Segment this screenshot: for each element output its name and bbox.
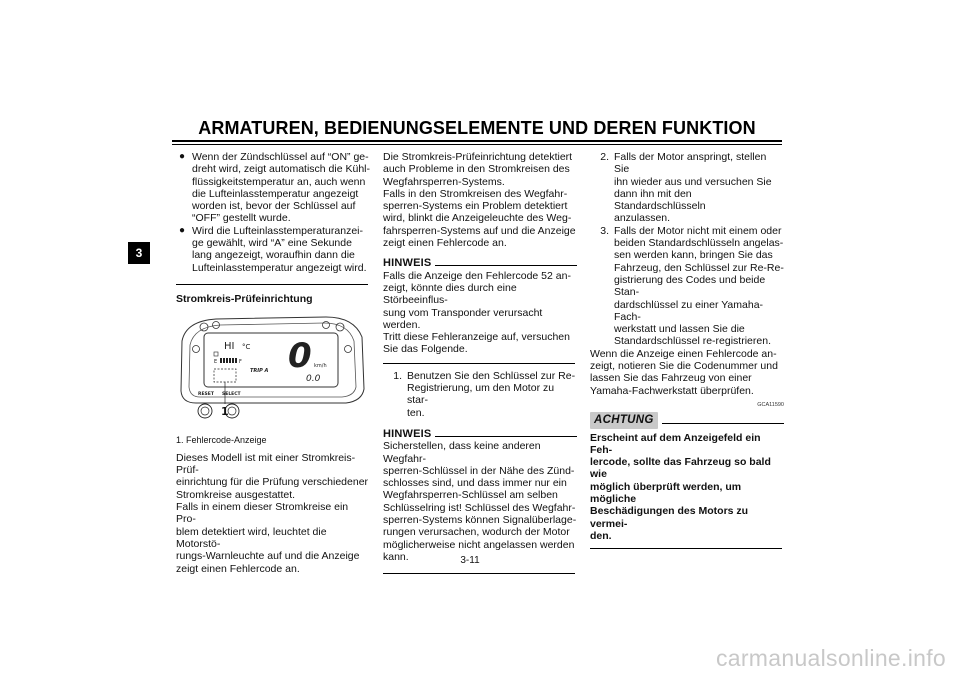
hinweis-text: Falls die Anzeige den Fehlercode 52 an- zeigt, könnte dies durch eine Störbeeinflus- sung vom Transponder verursacht werden. Tritt diese Fehleranzeige auf, versuchen Sie das Folgende.	[383, 269, 571, 356]
numbered-step: 3. Falls der Motor nicht mit einem oder beiden Standardschlüsseln angelas- sen werden kann, bringen Sie das Fahrzeug, den Schlüssel zur Re-Re- gistrierung des Codes und beide Stan- dardschlüssel zu einer Yamaha-Fach- werkstatt und lassen Sie die Standardschlüssel re-registrieren.	[600, 224, 784, 348]
trip-label: TRIP A	[250, 368, 269, 375]
paragraph: Die Stromkreis-Prüfeinrichtung detektiert auch Probleme in den Stromkreisen des Wegfahrsperren-Systems. Falls in den Stromkreisen des Wegfahr- sperren-Systems ein Problem detektiert wird, blinkt die Anzeigeleuchte des Weg- fahrsperren-Systems auf und die Anzeige zeigt einen Fehlercode an.	[383, 151, 576, 250]
achtung-badge: ACHTUNG	[590, 412, 658, 428]
fuel-f-label: F	[239, 359, 242, 366]
select-label: SELECT	[222, 392, 241, 398]
column-left	[176, 151, 370, 575]
trip-value: 0.0	[306, 374, 321, 385]
chapter-tab: 3	[128, 242, 150, 264]
display-hi: HI	[224, 341, 235, 353]
bullet-dot-icon: ●	[179, 151, 186, 162]
figure-caption: 1. Fehlercode-Anzeige	[176, 434, 267, 445]
paragraph: Wenn die Anzeige einen Fehlercode an- zeigt, notieren Sie die Codenummer und lassen Sie das Fahrzeug von einer Yamaha-Fachwerkstatt überprüfen.	[590, 347, 778, 397]
column-middle	[383, 151, 577, 574]
section-rule	[590, 548, 782, 549]
section-rule	[383, 363, 575, 364]
bullet-item	[176, 225, 370, 274]
section-heading: Stromkreis-Prüfeinrichtung	[176, 292, 313, 305]
title-rule-thin	[172, 144, 782, 145]
page-title: ARMATUREN, BEDIENUNGSELEMENTE UND DEREN FUNKTION	[198, 118, 756, 138]
section-rule	[383, 573, 575, 574]
speed-digit: 0	[288, 336, 312, 377]
warning-text: Erscheint auf dem Anzeigefeld ein Feh- lercode, sollte das Fahrzeug so bald wie möglich überprüft werden, um mögliche Beschädigungen des Motors zu vermei- den.	[590, 431, 771, 542]
numbered-step: 1. Benutzen Sie den Schlüssel zur Re- Registrierung, um den Motor zu star- ten.	[393, 369, 576, 419]
numbered-step: 2. Falls der Motor anspringt, stellen Sie ihn wieder aus und versuchen Sie dann ihn mit den Standardschlüsseln anzulassen.	[600, 151, 772, 225]
speed-unit: km/h	[314, 363, 327, 370]
display-unit: °C	[242, 343, 251, 352]
hinweis-text: Sicherstellen, dass keine anderen Wegfahr- sperren-Schlüssel in der Nähe des Zünd- schlosses sind, und dass immer nur ein Wegfahrsperren-Schlüssel am selben Schlüsselring ist! Schlüssel des Wegfahr- sperren-Systems können Signalüberlage- rungen verursachen, wodurch der Motor möglicherweise nicht angelassen werden kann.	[383, 440, 577, 563]
instrument-panel-figure	[176, 311, 368, 429]
hinweis-heading: HINWEIS	[383, 257, 577, 269]
reference-code: GCA11590	[757, 401, 784, 408]
reset-label: RESET	[198, 392, 214, 398]
page-number: 3-11	[460, 555, 480, 566]
title-rule	[172, 140, 782, 142]
paragraph: Dieses Modell ist mit einer Stromkreis-Prüf- einrichtung für die Prüfung verschiedener Stromkreise ausgestattet. Falls in einem dieser Stromkreise ein Pro- blem detektiert wird, leuchtet die Motorstö- rungs-Warnleuchte auf und die Anzeige zeigt einen Fehlercode an.	[176, 451, 369, 575]
bullet-text: Wenn der Zündschlüssel auf “ON” ge- dreht wird, zeigt automatisch die Kühl- flüssigkeitstemperatur an, auch wenn die Lufteinlasstemperatur angezeigt worden ist, bevor der Schlüssel auf “OFF” gestellt wurde.	[192, 151, 371, 225]
bullet-item	[176, 151, 370, 225]
bullet-dot-icon: ●	[179, 224, 186, 236]
watermark: carmanualsonline.info	[715, 645, 946, 671]
bullet-text: Wird die Lufteinlasstemperaturanzei- ge gewählt, wird “A” eine Sekunde lang angezeigt, woraufhin dann die Lufteinlasstemperatur angezeigt wird.	[192, 224, 367, 274]
achtung-heading	[590, 412, 784, 428]
callout-number: 1	[221, 405, 229, 419]
column-right	[590, 151, 784, 549]
fuel-e-label: E	[214, 359, 218, 366]
section-rule	[176, 284, 368, 285]
hinweis-heading: HINWEIS	[383, 428, 577, 440]
